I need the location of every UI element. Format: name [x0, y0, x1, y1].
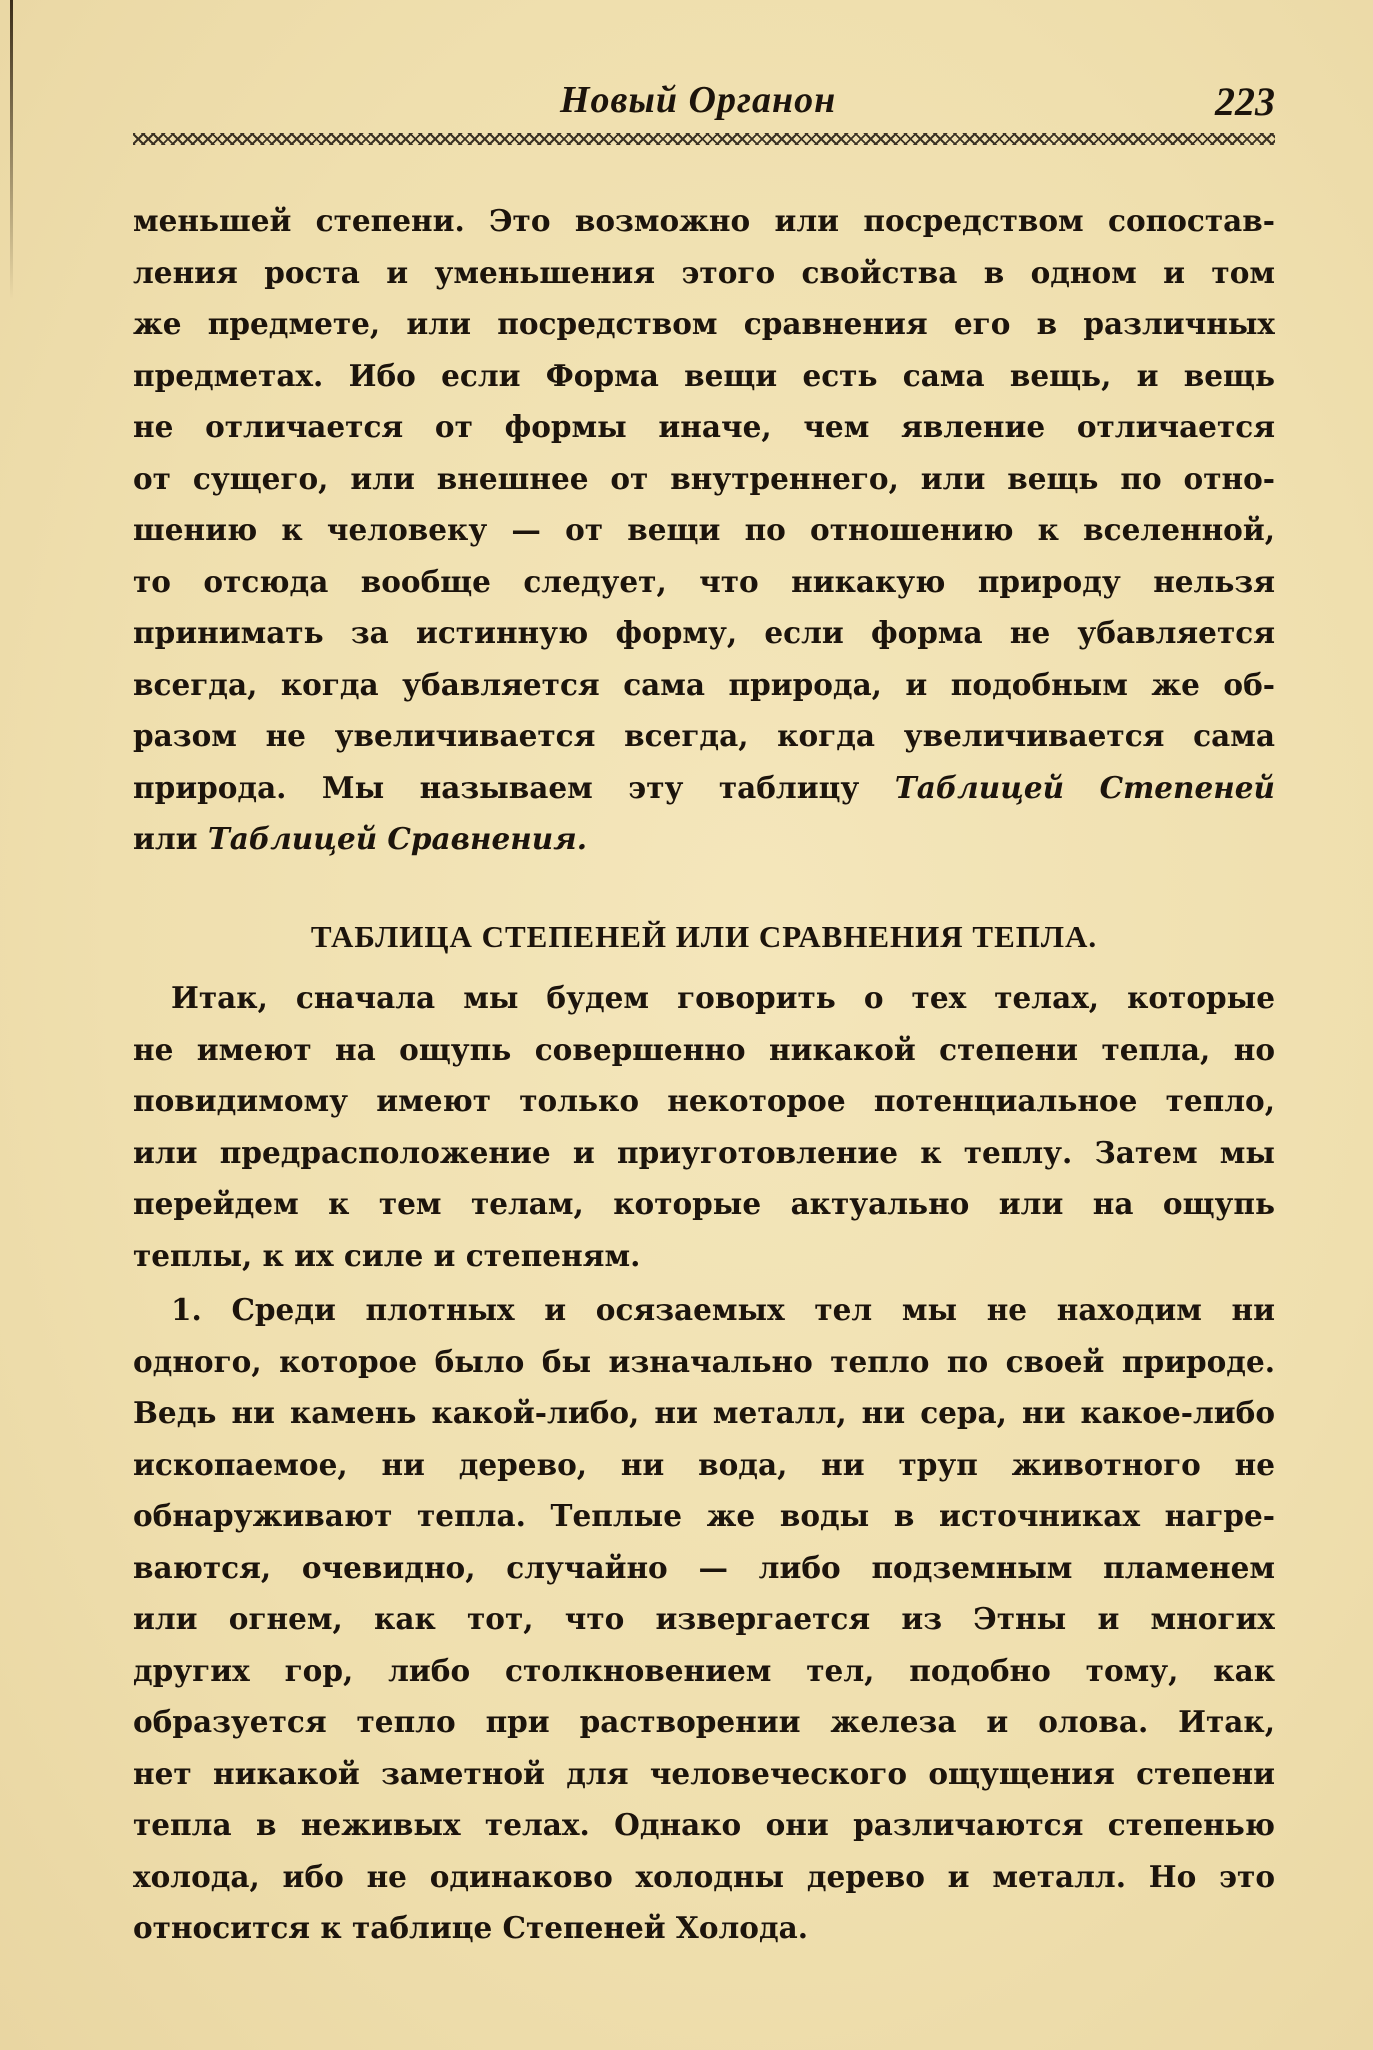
text-line: обнаруживают тепла. Теплые же воды в источниках нагре-: [133, 1498, 1275, 1533]
text-line: 1. Среди плотных и осязаемых тел мы не находим ни: [171, 1292, 1275, 1327]
text-line: образуется тепло при растворении железа и олова. Итак,: [133, 1704, 1275, 1739]
text-line: других гор, либо столкновением тел, подобно тому, как: [133, 1652, 1275, 1688]
text-line: нет никакой заметной для человеческого ощущения степени: [133, 1755, 1275, 1791]
text-line: от сущего, или внешнее от внутреннего, или вещь по отно-: [133, 460, 1275, 496]
text-line: или огнем, как тот, что извергается из Этны и многих: [133, 1601, 1275, 1636]
text-line: холода, ибо не одинаково холодны дерево и металл. Но это: [133, 1858, 1275, 1894]
text-line: ления роста и уменьшения этого свойства в одном и том: [133, 254, 1275, 290]
text-line: меньшей степени. Это возможно или посредством сопостав-: [133, 203, 1275, 238]
text-fragment: или: [133, 821, 208, 856]
text-line: предметах. Ибо если Форма вещи есть сама вещь, и вещь: [133, 357, 1275, 393]
text-line: [133, 762, 1275, 814]
text-line: перейдем к тем телам, которые актуально или на ощупь: [133, 1186, 1275, 1221]
text-line: принимать за истинную форму, если форма не убавляется: [133, 615, 1275, 650]
italic-term: Таблицей Сравнения.: [207, 821, 588, 856]
paragraph-3: [133, 1284, 1275, 1954]
text-line: разом не увеличивается всегда, когда увеличивается сама: [133, 718, 1275, 753]
text-line: относится к таблице Степеней Холода.: [133, 1910, 809, 1945]
text-line: или предрасположение и приуготовление к теплу. Затем мы: [133, 1134, 1275, 1170]
paragraph-2: [133, 972, 1275, 1281]
text-line: теплы, к их силе и степеням.: [133, 1237, 641, 1273]
text-line: то отсюда вообще следует, что никакую природу нельзя: [133, 563, 1275, 599]
section-heading: ТАБЛИЦА СТЕПЕНЕЙ ИЛИ СРАВНЕНИЯ ТЕПЛА.: [310, 919, 1098, 954]
text-line: ископаемое, ни дерево, ни вода, ни труп животного не: [133, 1446, 1275, 1482]
text-line: тепла в неживых телах. Однако они различаются степенью: [133, 1807, 1275, 1842]
page-number: 223: [1215, 79, 1275, 124]
text-line: [133, 813, 1275, 865]
text-line: шению к человеку — от вещи по отношению к вселенной,: [133, 512, 1275, 547]
page-edge-shadow: [10, 0, 13, 300]
text-fragment: природа. Мы называем эту таблицу: [133, 769, 895, 805]
text-line: всегда, когда убавляется сама природа, и подобным же об-: [133, 666, 1275, 702]
text-line: одного, которое было бы изначально тепло по своей природе.: [133, 1343, 1275, 1379]
text-line: Итак, сначала мы будем говорить о тех телах, которые: [171, 980, 1275, 1015]
text-line: Ведь ни камень какой-либо, ни металл, ни сера, ни какое-либо: [133, 1395, 1275, 1430]
italic-term: Таблицей Степеней: [894, 769, 1275, 805]
text-line: повидимому имеют только некоторое потенциальное тепло,: [133, 1083, 1275, 1118]
text-line: не отличается от формы иначе, чем явление отличается: [133, 409, 1275, 444]
text-line: не имеют на ощупь совершенно никакой степени тепла, но: [133, 1031, 1275, 1067]
page-header: [130, 78, 1275, 128]
text-line: ваются, очевидно, случайно — либо подземным пламенем: [133, 1549, 1275, 1585]
running-title: Новый Органон: [560, 79, 837, 121]
text-line: же предмете, или посредством сравнения его в различных: [133, 306, 1275, 341]
paragraph-1: [133, 195, 1275, 865]
ornamental-rule: [133, 133, 1275, 145]
